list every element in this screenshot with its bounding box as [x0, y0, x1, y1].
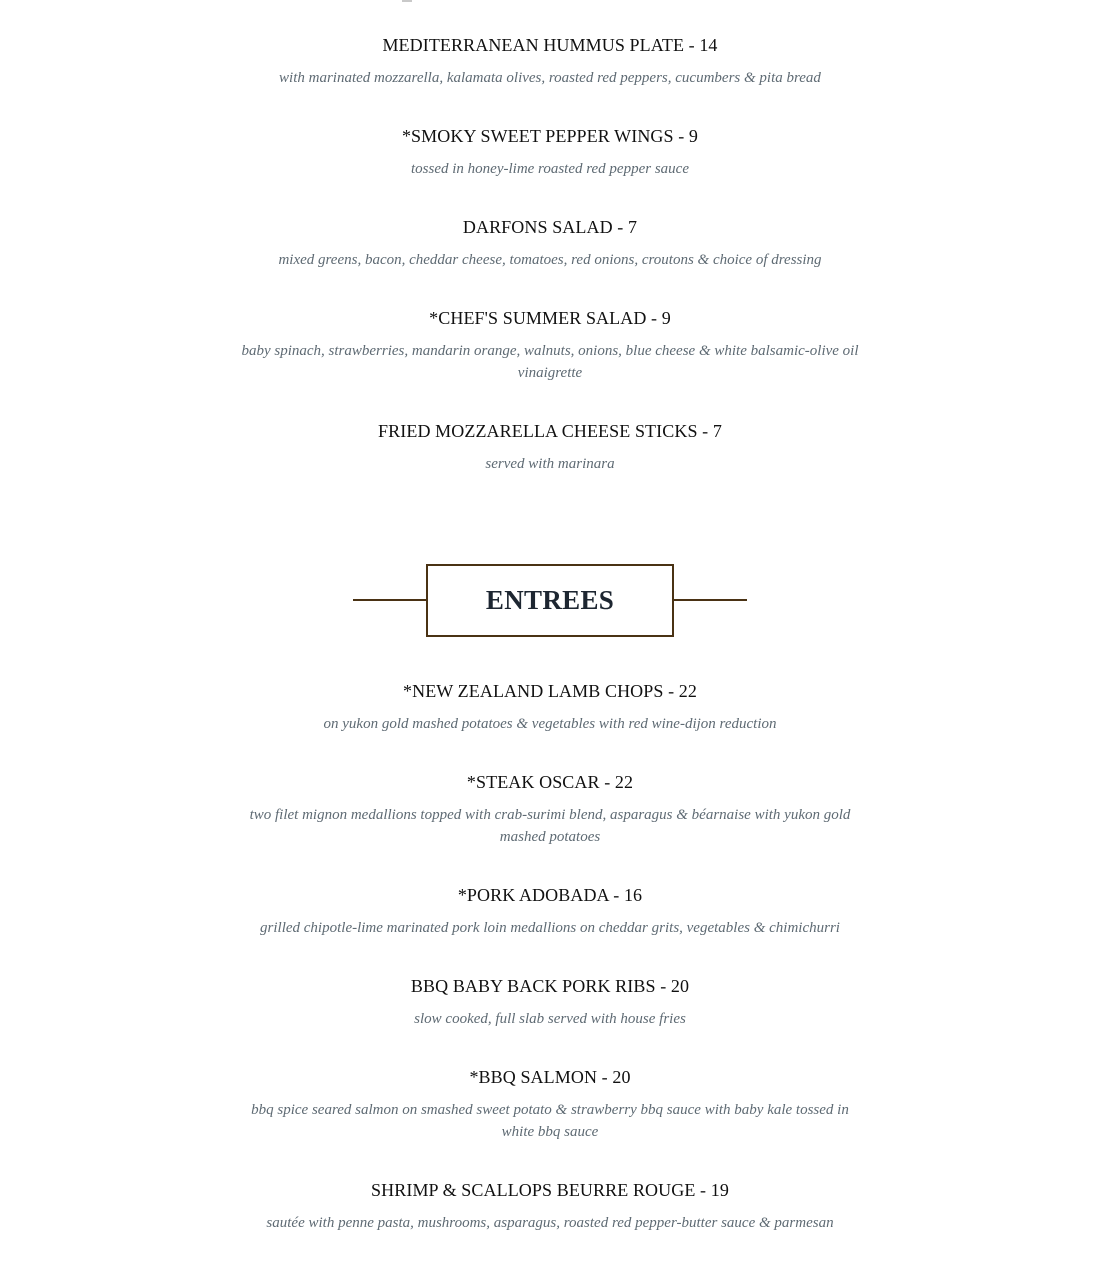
menu-item-description: with marinated mozzarella, kalamata olives, roasted red peppers, cucumbers & pita bread	[279, 70, 821, 86]
menu-item-title: *STEAK OSCAR - 22	[466, 772, 634, 792]
menu-item-description: tossed in honey-lime roasted red pepper sauce	[411, 161, 689, 177]
menu-item-description: on yukon gold mashed potatoes & vegetables with red wine-dijon reduction	[323, 716, 777, 732]
menu-item-title: *BBQ SALMON - 20	[469, 1067, 631, 1087]
section-divider-line	[353, 599, 427, 601]
menu-item-description: sautée with penne pasta, mushrooms, asparagus, roasted red pepper-butter sauce & parmesan	[266, 1215, 834, 1231]
menu-item-description: slow cooked, full slab served with house fries	[414, 1011, 686, 1027]
menu-item	[0, 125, 1100, 180]
section-header-entrees	[353, 564, 747, 636]
menu-item-title: *NEW ZEALAND LAMB CHOPS - 22	[403, 681, 697, 701]
menu-item-title: BBQ BABY BACK PORK RIBS - 20	[410, 976, 690, 996]
menu-item-title: *CHEF'S SUMMER SALAD - 9	[429, 308, 671, 328]
menu-item-description: two filet mignon medallions topped with crab-surimi blend, asparagus & béarnaise with yukon gold mashed potatoes	[249, 807, 851, 845]
menu-item-description: grilled chipotle-lime marinated pork loin medallions on cheddar grits, vegetables & chimichurri	[260, 920, 840, 936]
menu-item	[0, 680, 1100, 735]
section-divider-line	[673, 599, 747, 601]
menu-item-description: baby spinach, strawberries, mandarin orange, walnuts, onions, blue cheese & white balsamic-olive oil vinaigrette	[241, 343, 859, 381]
section-title-box	[426, 564, 674, 637]
top-edge-mark	[402, 0, 412, 2]
menu-item-title: FRIED MOZZARELLA CHEESE STICKS - 7	[378, 421, 722, 441]
menu-item	[0, 307, 1100, 384]
menu-item	[0, 975, 1100, 1030]
menu-item-description: bbq spice seared salmon on smashed sweet potato & strawberry bbq sauce with baby kale tossed in white bbq sauce	[251, 1102, 849, 1140]
menu-item-description: served with marinara	[485, 456, 615, 472]
menu-item-title: *PORK ADOBADA - 16	[457, 885, 643, 905]
menu-item-title: MEDITERRANEAN HUMMUS PLATE - 14	[382, 35, 718, 55]
menu-item	[0, 420, 1100, 475]
menu-item	[0, 884, 1100, 939]
menu-item-description: mixed greens, bacon, cheddar cheese, tomatoes, red onions, croutons & choice of dressing	[278, 252, 822, 268]
menu-item	[0, 771, 1100, 848]
menu-item-title: *SMOKY SWEET PEPPER WINGS - 9	[401, 126, 699, 146]
menu-item	[0, 1179, 1100, 1234]
section-title: ENTREES	[485, 585, 615, 615]
menu-item-title: DARFONS SALAD - 7	[462, 217, 638, 237]
menu-item-title: SHRIMP & SCALLOPS BEURRE ROUGE - 19	[371, 1180, 729, 1200]
menu-item	[0, 1066, 1100, 1143]
menu-item	[0, 34, 1100, 89]
menu-item	[0, 216, 1100, 271]
